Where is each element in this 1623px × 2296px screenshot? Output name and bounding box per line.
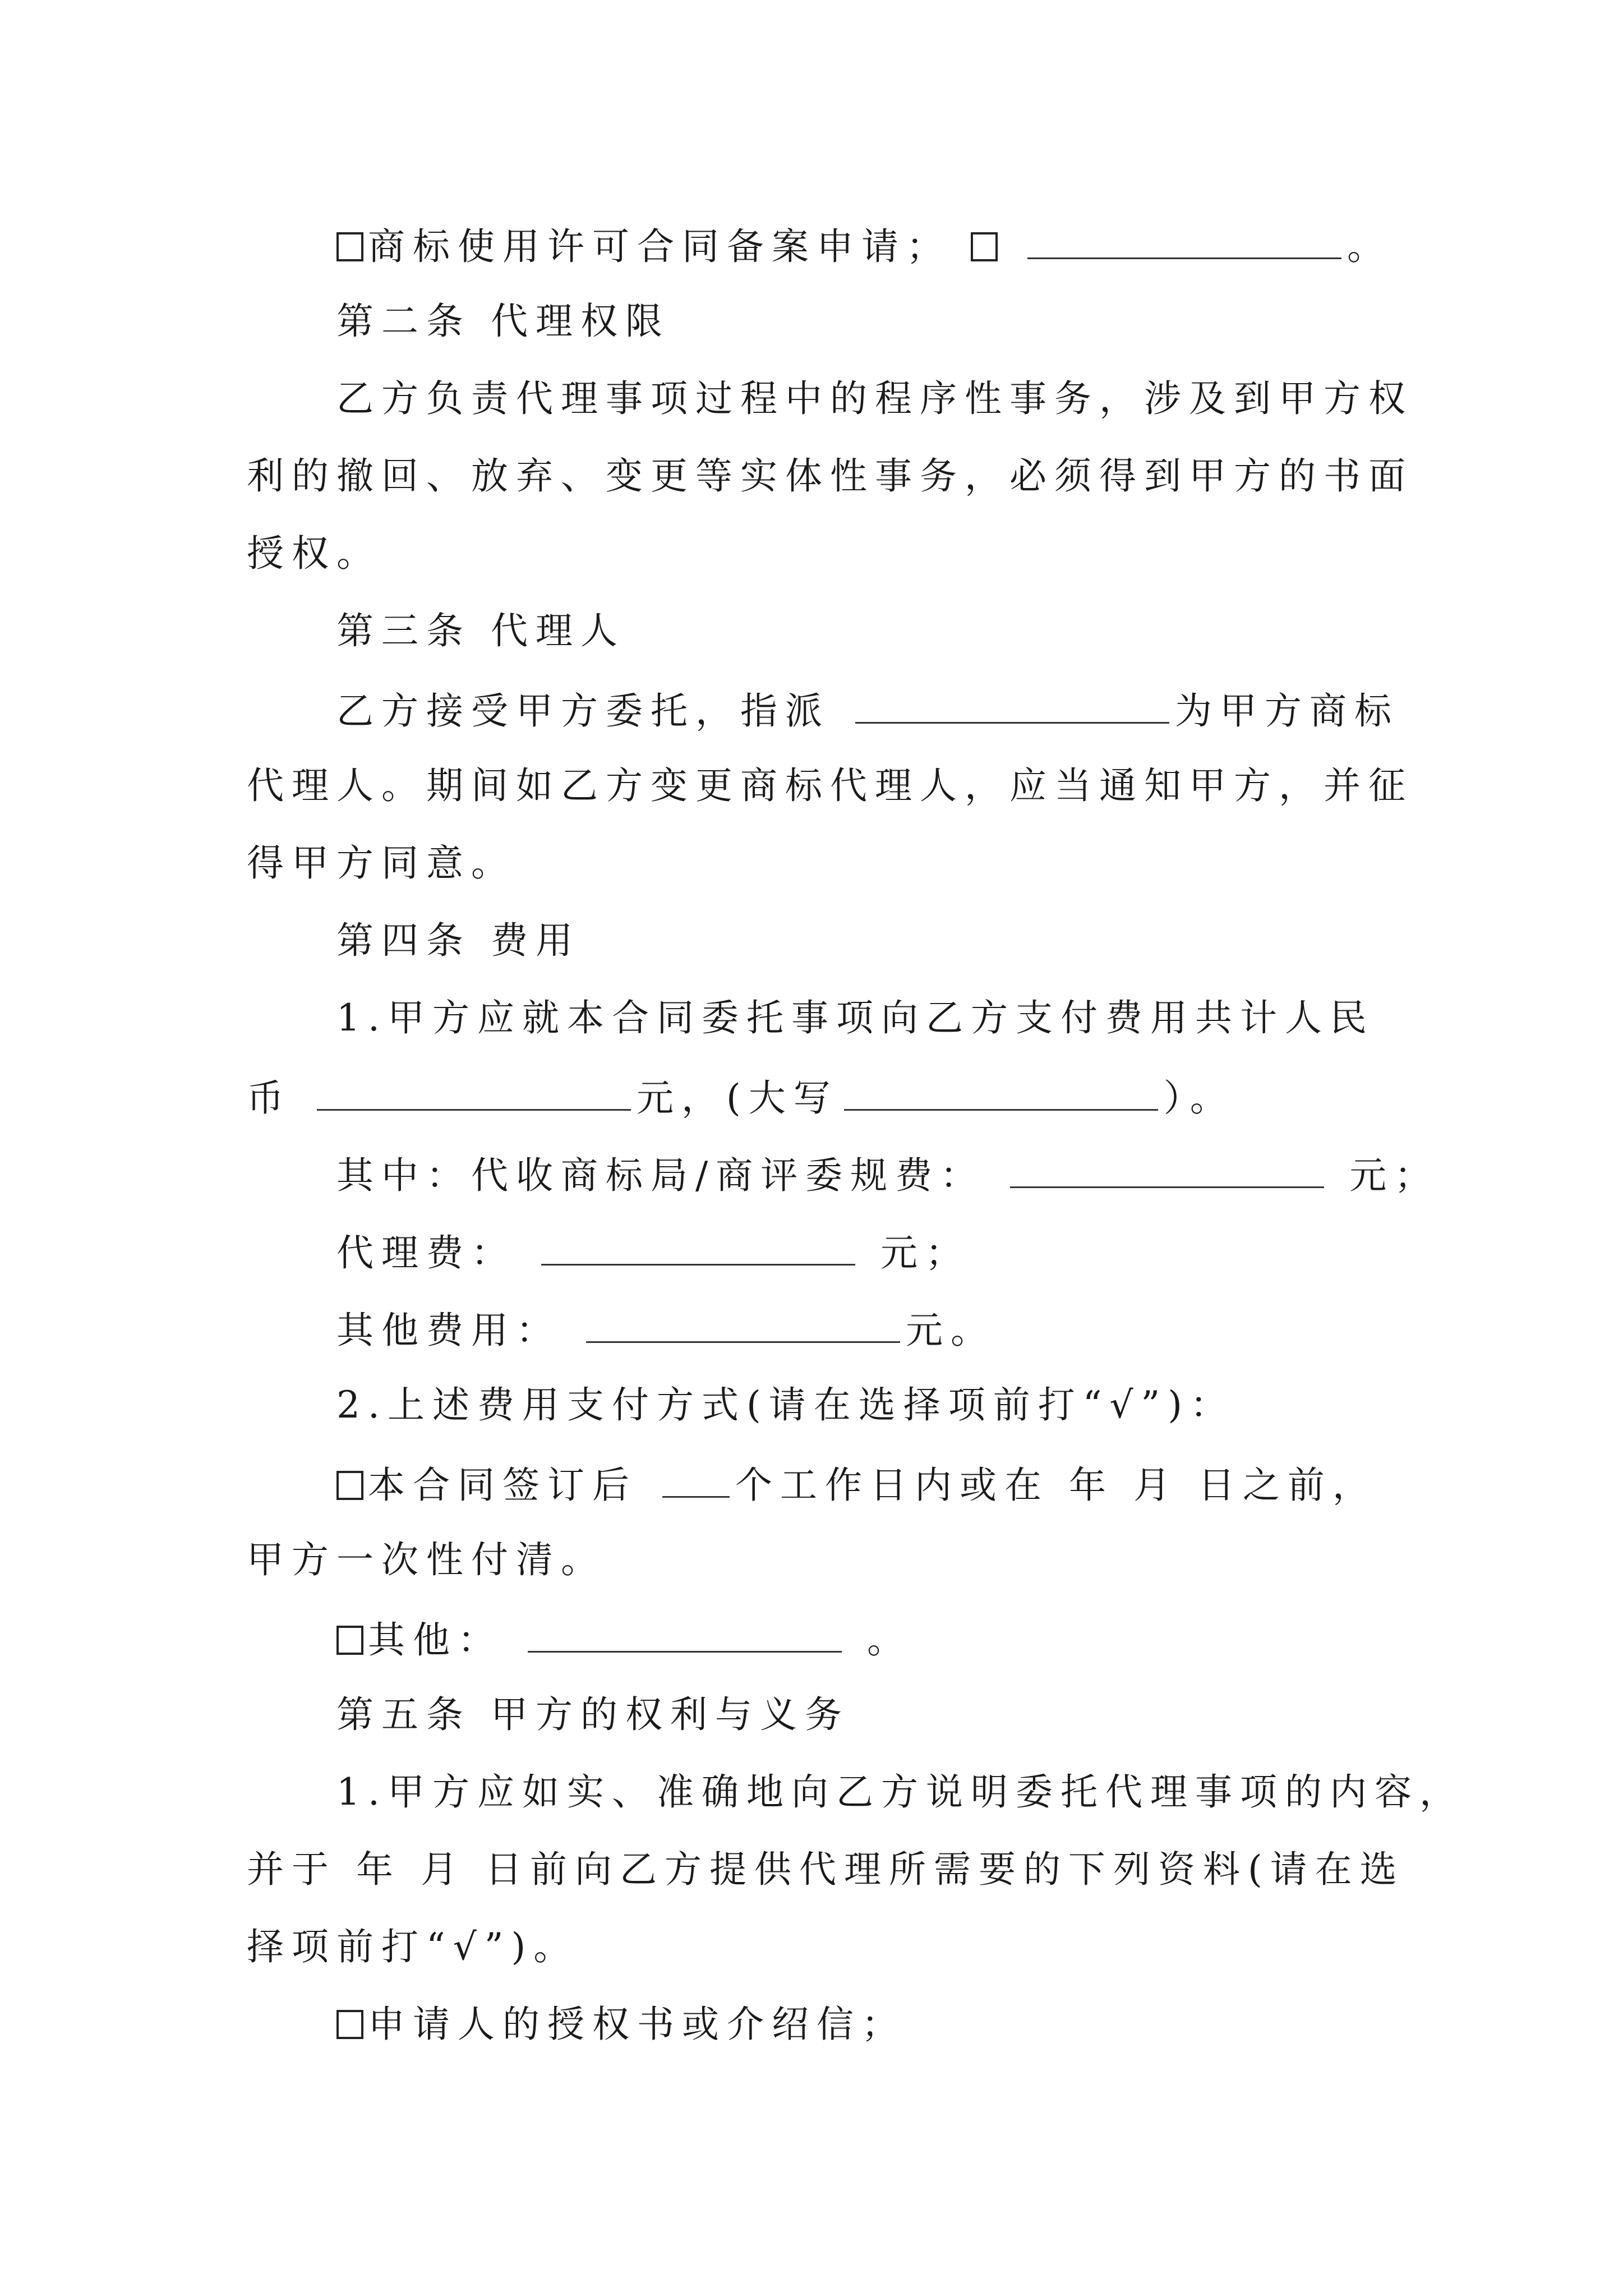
line-text: 个工作日内或在 年 月 日之前， [735,1464,1377,1507]
line-text: 其中：代收商标局/商评委规费： [336,1154,985,1197]
fee-total-uppercase-field[interactable] [844,1073,1158,1111]
paragraph-line [336,2002,1486,2047]
line-text: 商标使用许可合同备案申请； [368,225,951,268]
paragraph-line: 择项前打“√”)。 [247,1925,579,1968]
checkbox[interactable] [336,1471,363,1500]
checkbox[interactable] [336,2010,363,2039]
paragraph-line [336,686,1486,734]
other-fee-field[interactable] [586,1305,900,1343]
checkbox[interactable] [971,232,998,261]
checkbox[interactable] [336,232,363,261]
article-heading: 第五条 甲方的权利与义务 [336,1693,850,1736]
paragraph-line [247,1073,1396,1121]
line-text: ）。 [1163,1076,1235,1120]
checkbox[interactable] [336,1626,363,1655]
agency-fee-field[interactable] [541,1228,855,1266]
paragraph-line [336,1305,1486,1353]
paragraph-line: 并于 年 月 日前向乙方提供代理所需要的下列资料(请在选 [247,1848,1405,1891]
agent-name-field[interactable] [855,686,1169,724]
article-heading: 第三条 代理人 [336,609,625,652]
paragraph-line: 乙方负责代理事项过程中的程序性事务，涉及到甲方权 [336,377,1413,420]
doc-line-1 [336,222,1486,269]
paragraph-line: 1.甲方应如实、准确地向乙方说明委托代理事项的内容， [336,1770,1464,1814]
paragraph-line: 利的撤回、放弃、变更等实体性事务，必须得到甲方的书面 [247,454,1413,498]
line-text: 代理费： [336,1231,516,1274]
fee-total-field[interactable] [317,1073,631,1111]
paragraph-line: 1.甲方应就本合同委托事项向乙方支付费用共计人民 [336,996,1375,1039]
paragraph-line: 2.上述费用支付方式(请在选择项前打“√”)： [336,1383,1235,1427]
line-text: 元； [880,1231,970,1274]
line-text: 币 [247,1076,292,1120]
line-text: 。 [866,1618,912,1662]
official-fee-field[interactable] [1010,1151,1324,1188]
line-text: 元，(大写 [636,1076,838,1120]
other-payment-field[interactable] [528,1615,842,1653]
line-text: 申请人的授权书或介绍信； [368,2003,906,2046]
line-text: 其他： [368,1618,502,1662]
paragraph-line [336,1151,1486,1198]
line-text: 。 [1347,225,1392,268]
article-heading: 第四条 费用 [336,919,580,962]
paragraph-line: 得甲方同意。 [247,841,516,885]
line-text: 其他费用： [336,1309,561,1352]
paragraph-line [336,1228,1486,1276]
blank-field[interactable] [1027,222,1341,259]
paragraph-line [336,1460,1486,1508]
line-text: 乙方接受甲方委托，指派 [336,689,830,733]
paragraph-line: 代理人。期间如乙方变更商标代理人，应当通知甲方，并征 [247,764,1413,807]
line-text: 元； [1349,1154,1440,1197]
line-text: 元。 [905,1309,995,1352]
paragraph-line: 授权。 [247,532,381,575]
line-text: 本合同签订后 [368,1464,637,1507]
workdays-field[interactable] [662,1460,730,1498]
line-text: 为甲方商标 [1174,689,1399,733]
paragraph-line: 甲方一次性付清。 [247,1538,606,1581]
paragraph-line [336,1615,1486,1663]
article-heading: 第二条 代理权限 [336,300,670,343]
